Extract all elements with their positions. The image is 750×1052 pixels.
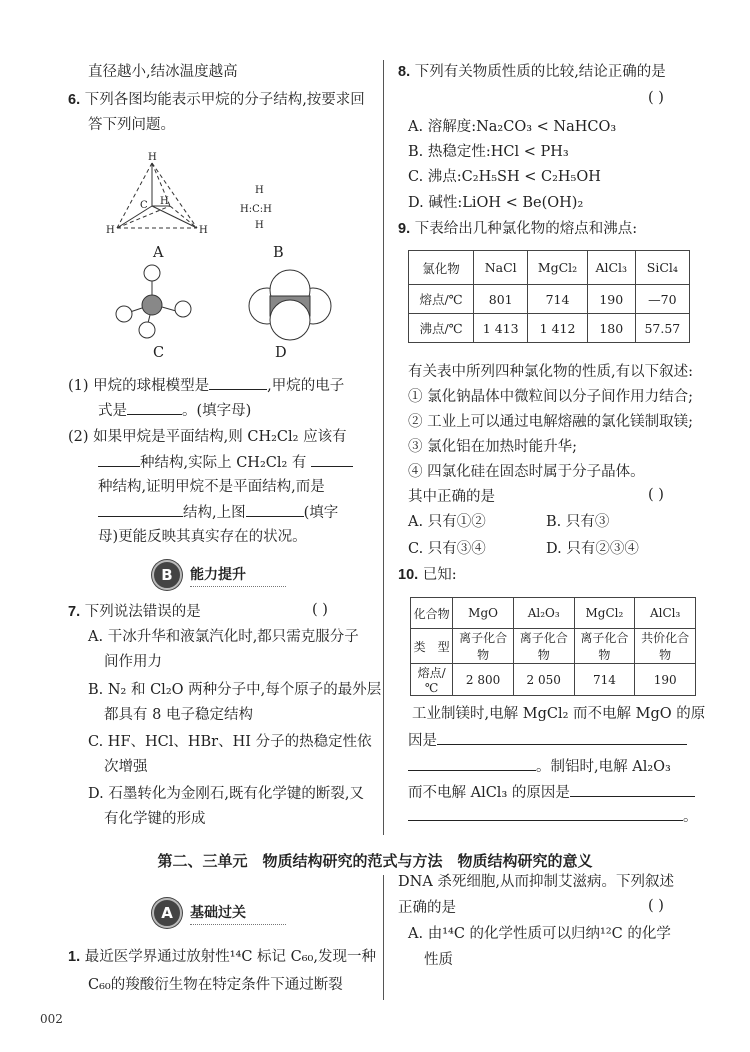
answer-parentheses[interactable]: ( ) [648,898,664,914]
question-number: 7. [68,604,81,620]
text-line: C₆₀的羧酸衍生物在特定条件下通过断裂 [88,977,343,993]
table-header-cell: Al₂O₃ [513,598,574,629]
question-1 [68,947,376,967]
compound-table [410,597,696,696]
answer-blank[interactable] [127,400,182,415]
statement-3: ③ 氯化铝在加热时能升华; [408,439,577,455]
table-cell: 沸点/℃ [409,314,474,343]
text: (1) 甲烷的球棍模型是 [68,378,210,394]
table-cell: 离子化合物 [513,629,574,664]
methane-structure-figures [100,140,340,360]
text-line [408,782,695,803]
badge-label: 能力提升 [190,564,286,587]
answer-blank[interactable] [311,452,353,467]
answer-parentheses[interactable]: ( ) [648,487,664,503]
option-d: D. 碱性:LiOH < Be(OH)₂ [408,195,584,211]
table-header-cell: NaCl [474,251,528,285]
answer-blank[interactable] [570,782,695,797]
table-cell: 熔点/℃ [411,664,453,696]
answer-blank[interactable] [98,452,140,467]
text-line [98,502,338,523]
table-cell: 2 050 [513,664,574,696]
figure-label-b: B [273,245,284,261]
tetrahedral-model-figure [117,163,197,228]
table-header-row [409,251,690,285]
text: 种结构,实际上 CH₂Cl₂ 有 [140,455,307,471]
text: (填字 [303,505,339,521]
option-d: D. 只有②③④ [546,541,639,557]
figure-label-c: C [153,345,165,361]
table-cell: 离子化合物 [453,629,514,664]
table-header-cell: 化合物 [411,598,453,629]
question-number: 10. [398,567,419,583]
text-line [408,756,671,777]
table-cell: 熔点/℃ [409,285,474,314]
question-number: 1. [68,949,81,965]
table-cell: 57.57 [635,314,689,343]
text: 结构,上图 [183,505,246,521]
table-row [411,664,696,696]
text-line [408,730,687,751]
text-line: 工业制镁时,电解 MgCl₂ 而不电解 MgO 的原 [412,706,706,722]
page-number: 002 [40,1012,63,1026]
badge-letter-icon: B [152,560,182,590]
question-number: 8. [398,64,411,80]
text-line: 间作用力 [104,654,162,670]
table-cell: 2 800 [453,664,514,696]
table-row [411,629,696,664]
table-header-cell: MgCl₂ [528,251,587,285]
table-row [409,314,690,343]
text-line: 性质 [424,952,453,968]
text-line [98,452,353,473]
text-line: 种结构,证明甲烷不是平面结构,而是 [98,479,325,495]
option-b: B. 只有③ [546,514,610,530]
option-a: A. 溶解度:Na₂CO₃ < NaHCO₃ [408,119,617,135]
option-c: C. 只有③④ [408,541,486,557]
answer-blank[interactable] [408,756,536,771]
table-cell: 801 [474,285,528,314]
answer-parentheses[interactable]: ( ) [312,602,328,618]
option-c: C. 沸点:C₂H₅SH < C₂H₅OH [408,169,601,185]
table-cell: 1 412 [528,314,587,343]
table-cell: 离子化合物 [574,629,635,664]
table-cell: 180 [587,314,635,343]
table-header-cell: AlCl₃ [635,598,696,629]
section-badge-b [152,560,286,590]
answer-blank[interactable] [98,502,183,517]
question-6-part-2: (2) 如果甲烷是平面结构,则 CH₂Cl₂ 应该有 [68,429,347,445]
statement-4: ④ 四氯化硅在固态时属于分子晶体。 [408,464,645,480]
text-line: 母)更能反映其真实存在的状况。 [98,529,307,545]
svg-text:C: C [140,200,148,211]
text-line: 都具有 8 电子稳定结构 [104,707,253,723]
question-6-part-1 [68,375,344,396]
section-title: 第二、三单元 物质结构研究的范式与方法 物质结构研究的意义 [157,852,593,870]
text: ,甲烷的电子 [267,378,345,394]
text: 因是 [408,733,437,749]
question-text: 下列有关物质性质的比较,结论正确的是 [414,64,666,80]
text-line: 直径越小,结冰温度越高 [88,64,238,80]
question-text: 下列各图均能表示甲烷的分子结构,按要求回 [84,92,365,108]
table-cell: 1 413 [474,314,528,343]
table-header-cell: 氯化物 [409,251,474,285]
question-number: 9. [398,221,411,237]
table-header-row [411,598,696,629]
option-a: A. 干冰升华和液氯汽化时,都只需克服分子 [88,629,359,645]
table-cell: 190 [635,664,696,696]
option-c: C. HF、HCl、HBr、HI 分子的热稳定性依 [88,734,372,750]
svg-text:H: H [199,225,208,236]
question-number: 6. [68,92,81,108]
option-a: A. 只有①② [408,514,486,530]
badge-label: 基础过关 [190,902,286,925]
svg-text:H: H [255,220,264,231]
text: 而不电解 AlCl₃ 的原因是 [408,785,570,801]
answer-blank[interactable] [209,375,267,390]
statement-1: ① 氯化钠晶体中微粒间以分子间作用力结合; [408,389,693,405]
answer-blank[interactable] [437,730,687,745]
table-header-cell: MgCl₂ [574,598,635,629]
question-text: 已知: [422,567,457,583]
text-line: 正确的是 [398,900,456,916]
question-7 [68,602,201,622]
table-cell: 类 型 [411,629,453,664]
figure-label-a: A [153,245,164,261]
question-6 [68,90,365,110]
space-filling-model-figure [249,270,331,340]
table-row [409,285,690,314]
question-text: 下表给出几种氯化物的熔点和沸点: [414,221,638,237]
section-badge-a [152,898,286,928]
answer-parentheses[interactable]: ( ) [648,90,664,106]
table-header-cell: MgO [453,598,514,629]
question-text: 下列说法错误的是 [84,604,201,620]
text-line [98,400,251,421]
text: 式是 [98,403,127,419]
table-cell: 714 [528,285,587,314]
table-cell: 714 [574,664,635,696]
svg-text:H: H [148,152,157,163]
table-header-cell: SiCl₄ [635,251,689,285]
chloride-table [408,250,690,343]
text: 。(填字母) [182,403,252,419]
text-line: 其中正确的是 [408,489,495,505]
text: 。 [683,809,698,825]
svg-text:H: H [106,225,115,236]
badge-letter-icon: A [152,898,182,928]
text-line: 次增强 [104,759,148,775]
figure-label-d: D [275,345,287,361]
table-cell: 共价化合物 [635,629,696,664]
option-b: B. N₂ 和 Cl₂O 两种分子中,每个原子的最外层 [88,682,382,698]
statement-2: ② 工业上可以通过电解熔融的氯化镁制取镁; [408,414,693,430]
text-line: 答下列问题。 [88,117,175,133]
option-b: B. 热稳定性:HCl < PH₃ [408,144,569,160]
column-divider [383,875,384,1000]
table-cell: 190 [587,285,635,314]
answer-blank[interactable] [408,806,683,821]
text-line: 有化学键的形成 [104,811,206,827]
column-divider [383,60,384,835]
carbon-atom [142,295,162,315]
text-line: DNA 杀死细胞,从而抑制艾滋病。下列叙述 [398,874,675,890]
question-text: 最近医学界通过放射性¹⁴C 标记 C₆₀,发现一种 [84,949,376,965]
text: 。制铝时,电解 Al₂O₃ [536,759,671,775]
svg-text:H:C:H: H:C:H [240,204,272,215]
svg-text:H: H [255,185,264,196]
option-d: D. 石墨转化为金刚石,既有化学键的断裂,又 [88,786,365,802]
question-9 [398,219,637,239]
text-line [408,806,698,827]
option-a: A. 由¹⁴C 的化学性质可以归纳¹²C 的化学 [408,926,671,942]
svg-text:H: H [160,196,169,207]
text-line: 有关表中所列四种氯化物的性质,有以下叙述: [408,364,693,380]
table-cell: —70 [635,285,689,314]
answer-blank[interactable] [246,502,304,517]
question-8 [398,62,666,82]
question-10 [398,565,457,585]
table-header-cell: AlCl₃ [587,251,635,285]
